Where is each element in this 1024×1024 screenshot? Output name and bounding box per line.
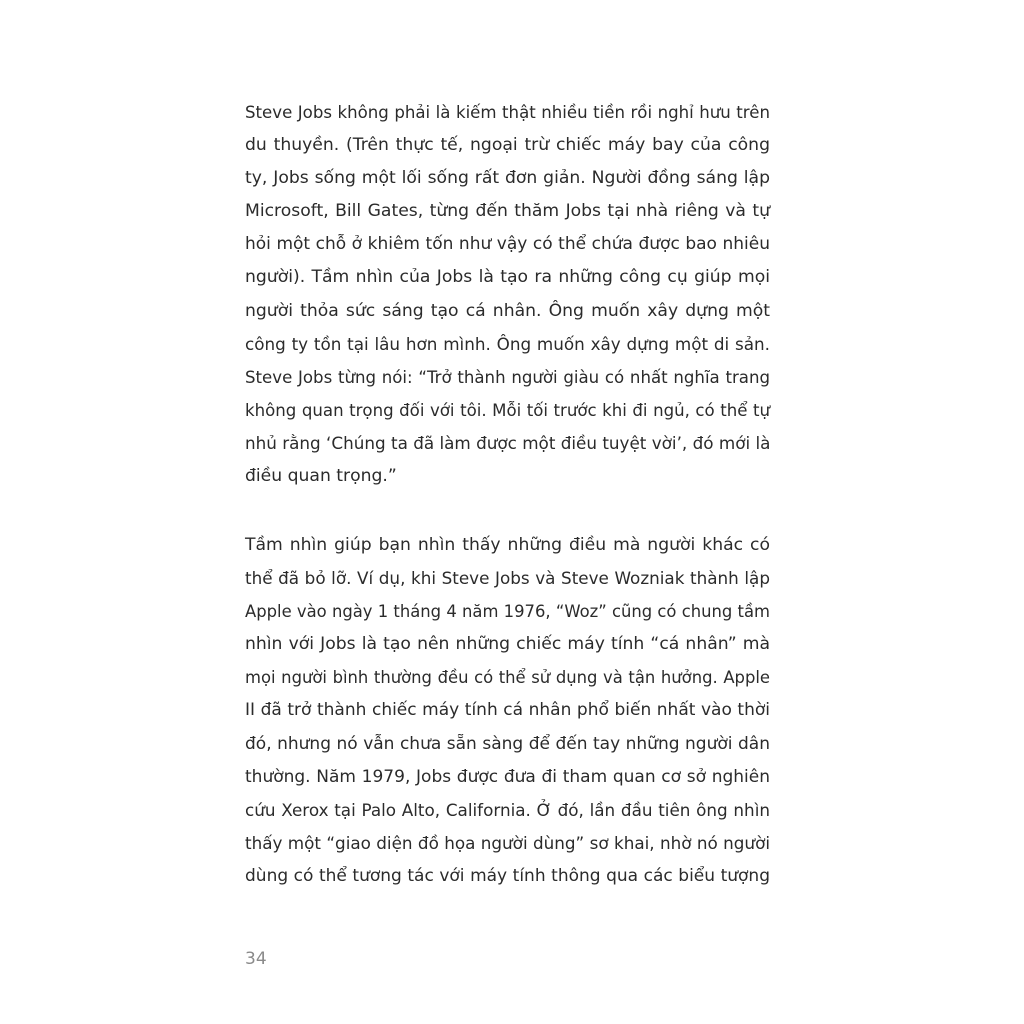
page-number: 34 [245, 949, 267, 969]
text-line: đó, nhưng nó vẫn chưa sẵn sàng để đến tay những người dân [245, 733, 770, 754]
text-line: không quan trọng đối với tôi. Mỗi tối trước khi đi ngủ, có thể tự [245, 400, 770, 420]
text-line: thấy một “giao diện đồ họa người dùng” sơ khai, nhờ nó người [245, 832, 770, 853]
text-line: Tầm nhìn giúp bạn nhìn thấy những điều mà người khác có [245, 535, 770, 555]
text-line: Steve Jobs không phải là kiếm thật nhiều tiền rồi nghỉ hưu trên [245, 103, 770, 122]
text-line: II đã trở thành chiếc máy tính cá nhân phổ biến nhất vào thời [245, 700, 770, 721]
text-line: điều quan trọng.” [245, 466, 397, 487]
text-line: mọi người bình thường đều có thể sử dụng và tận hưởng. Apple [245, 668, 770, 688]
text-line: hỏi một chỗ ở khiêm tốn như vậy có thể chứa được bao nhiêu [245, 234, 770, 255]
text-line: cứu Xerox tại Palo Alto, California. Ở đó, lần đầu tiên ông nhìn [245, 799, 770, 820]
text-line: dùng có thể tương tác với máy tính thông qua các biểu tượng [245, 865, 770, 886]
text-line: nhìn với Jobs là tạo nên những chiếc máy tính “cá nhân” mà [245, 634, 770, 655]
text-line: Apple vào ngày 1 tháng 4 năm 1976, “Woz” cũng có chung tầm [245, 602, 770, 622]
paragraph-1 [245, 96, 770, 493]
paragraph-2 [245, 529, 770, 893]
text-line: du thuyền. (Trên thực tế, ngoại trừ chiếc máy bay của công [245, 135, 770, 156]
text-line: công ty tồn tại lâu hơn mình. Ông muốn xây dựng một di sản. [245, 333, 770, 354]
text-line: thể đã bỏ lỡ. Ví dụ, khi Steve Jobs và Steve Wozniak thành lập [245, 568, 770, 589]
text-line: Steve Jobs từng nói: “Trở thành người giàu có nhất nghĩa trang [245, 367, 770, 387]
text-line: ty, Jobs sống một lối sống rất đơn giản. Người đồng sáng lập [245, 168, 770, 189]
text-line: nhủ rằng ‘Chúng ta đã làm được một điều tuyệt vời’, đó mới là [245, 432, 771, 453]
text-line: thường. Năm 1979, Jobs được đưa đi tham quan cơ sở nghiên [245, 766, 770, 787]
text-line: Microsoft, Bill Gates, từng đến thăm Jobs tại nhà riêng và tự [245, 201, 770, 222]
text-line: người thỏa sức sáng tạo cá nhân. Ông muốn xây dựng một [245, 300, 770, 321]
text-line: người). Tầm nhìn của Jobs là tạo ra những công cụ giúp mọi [245, 267, 770, 288]
